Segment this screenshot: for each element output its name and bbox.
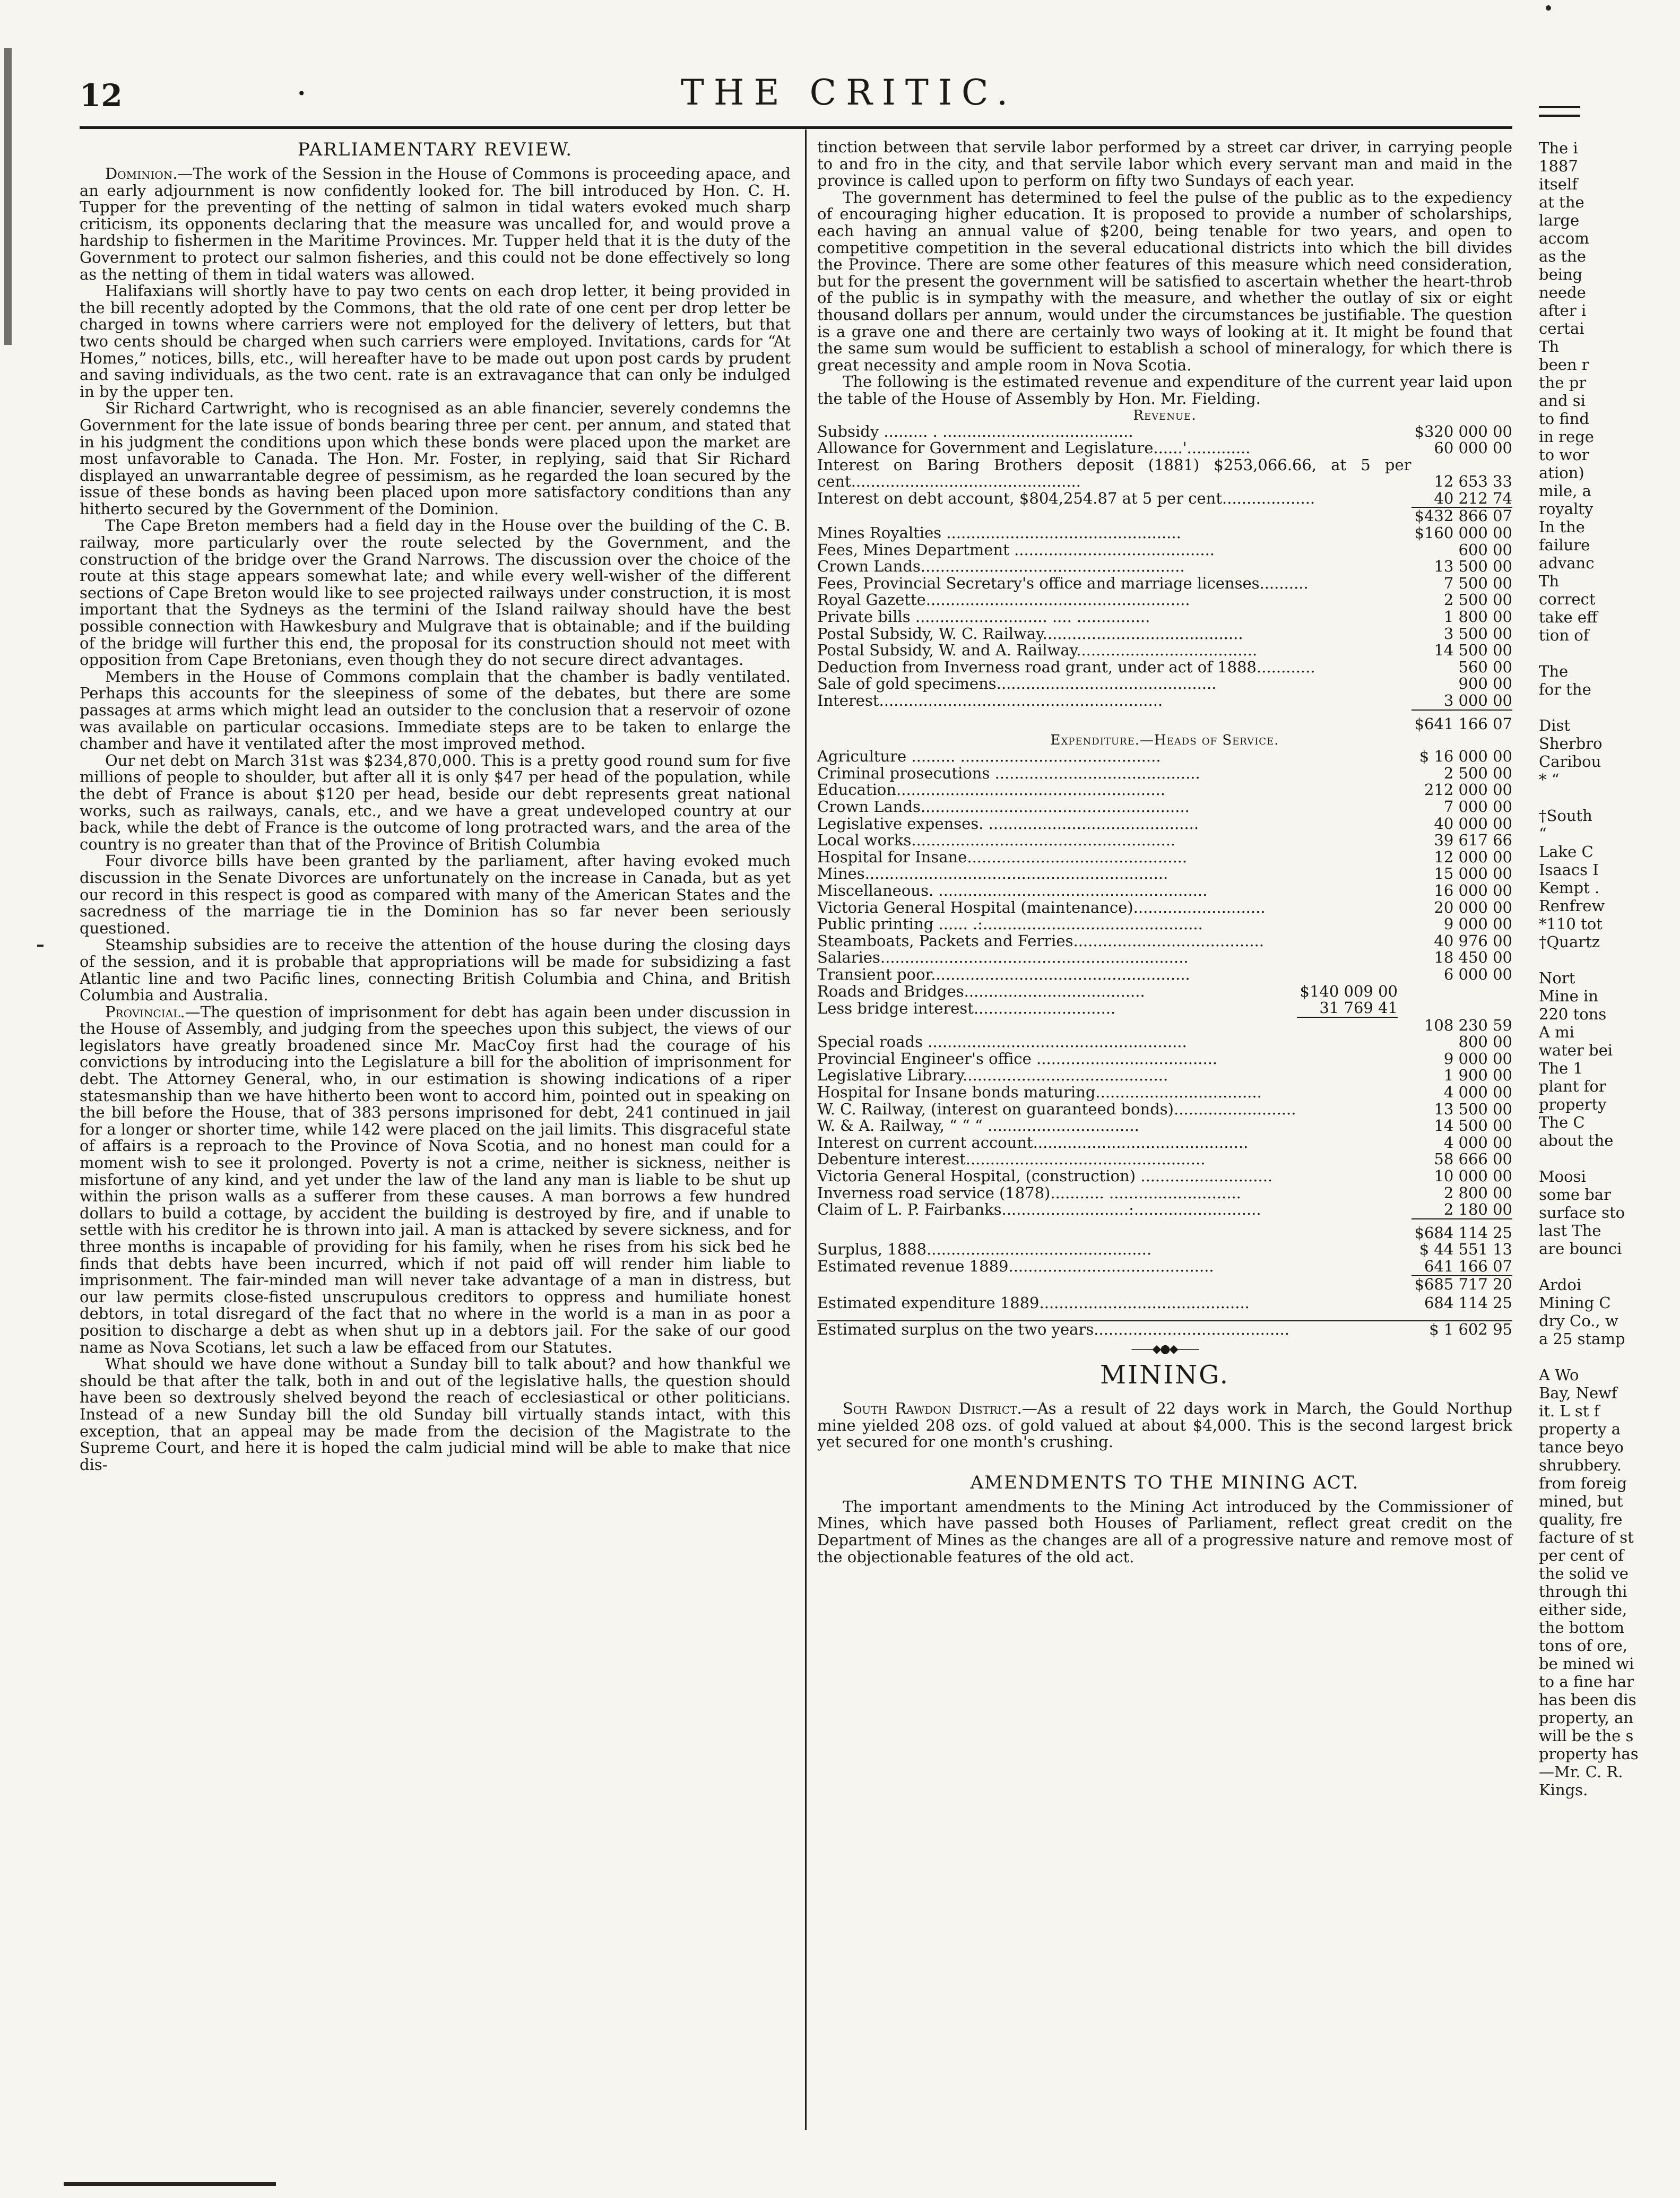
paragraph-text: Halifaxians will shortly have to pay two cents on each drop letter, it being provided in the bill recently adopted by the Commons, that the old rate of one cent per drop letter be charged in towns where carriers were not employed for the delivery of letters, but that two cents should be charged when such carriers were employed. Invitations, cards for “At Homes,” notices, bills, etc., will hereafter have to be made out upon post cards by prudent and saving individuals, as the two cent. rate is an extravagance that can only be indulged in by the upper ten.	[80, 282, 791, 401]
ledger-row	[817, 558, 1512, 575]
edge-line: correct	[1539, 590, 1596, 608]
ledger-label: Crown Lands......................................................	[817, 557, 1185, 576]
ledger-amount: 15 000 00	[1434, 864, 1512, 883]
edge-line: property, an	[1539, 1709, 1634, 1727]
edge-line: quality, fre	[1539, 1510, 1623, 1528]
ledger-amount: 9 000 00	[1443, 1049, 1512, 1068]
ledger-amount: 16 000 00	[1434, 881, 1512, 899]
revenue-table-a	[817, 423, 1512, 507]
ledger-row	[817, 748, 1512, 765]
ledger-label: Less bridge interest.............................	[817, 999, 1116, 1018]
ledger-row	[817, 949, 1512, 966]
ledger-label: Sale of gold specimens.............................................	[817, 674, 1217, 693]
ledger-amount: 684 114 25	[1424, 1294, 1512, 1312]
edge-line: 220 tons	[1539, 1005, 1607, 1023]
header-bullet: •	[297, 85, 306, 102]
ledger-label: Private bills ........................... .... ...............	[817, 608, 1150, 626]
ledger-amount: 40 212 74	[1434, 489, 1512, 507]
column-divider	[805, 129, 807, 2130]
ledger-amount: 13 500 00	[1434, 557, 1512, 576]
ledger-row	[817, 1258, 1512, 1275]
ledger-row	[817, 1101, 1512, 1118]
ledger-row	[817, 882, 1512, 899]
section-ornament: ——◆●◆——	[1131, 1343, 1199, 1356]
edge-line: Kings.	[1539, 1781, 1588, 1799]
ledger-row	[817, 1135, 1512, 1152]
ledger-amount: $ 1 602 95	[1426, 1321, 1512, 1338]
ledger-row	[817, 457, 1512, 490]
paragraph-text: The Cape Breton members had a field day in the House over the building of the C. B. railway, more particularly over the route selected by the Government, and the construction of the bridge over the Grand Narrows. The discussion over the choice of the route at this stage appears somewhat late; and while every well-wisher of the different sections of Cape Breton would like to see projected railways under construction, it is most important that the Sydneys as the termini of the Island railway should have the best possible connection with Hawkesbury and Mulgrave that is obtainable; and if the building of the bridge will further this end, the proposal for its construction should not meet with opposition from Cape Bretonians, even though they do not secure direct advantages.	[80, 516, 791, 669]
combined-total-value: $685 717 20	[1411, 1276, 1513, 1293]
edge-line: and si	[1539, 392, 1586, 410]
edge-line: through thi	[1539, 1582, 1627, 1600]
edge-line	[1539, 644, 1680, 662]
edge-line: Th	[1539, 338, 1560, 356]
ledger-amount: 14 500 00	[1434, 1117, 1512, 1135]
edge-line: either side,	[1539, 1600, 1627, 1619]
ledger-row	[817, 765, 1512, 782]
edge-line	[1539, 698, 1680, 716]
ledger-row	[817, 659, 1512, 676]
edge-line: * “	[1539, 771, 1560, 789]
edge-line: †South	[1539, 807, 1592, 825]
edge-line: property	[1539, 1095, 1607, 1113]
ledger-subamount: $140 009 00	[1300, 982, 1398, 1000]
expenditure-total-value: $684 114 25	[1411, 1219, 1513, 1242]
ledger-label: Interest on current account............................................	[817, 1133, 1249, 1152]
estimated-expenditure-row	[817, 1295, 1512, 1312]
page-number: 12	[80, 77, 123, 114]
edge-line: after i	[1539, 301, 1587, 319]
ledger-label: Victoria General Hospital (maintenance)...........................	[817, 898, 1266, 916]
edge-line: “	[1539, 825, 1547, 843]
edge-line: —Mr. C. R.	[1539, 1763, 1623, 1781]
edge-line: has been dis	[1539, 1691, 1636, 1709]
expenditure-table-b	[817, 1034, 1512, 1218]
edge-line: surface sto	[1539, 1204, 1625, 1222]
footer-rule	[64, 2182, 276, 2186]
edge-line: as the	[1539, 247, 1586, 265]
ledger-row	[817, 849, 1512, 866]
ledger-amount: 7 500 00	[1443, 574, 1512, 592]
ledger-label: Miscellaneous. .......................................................	[817, 881, 1208, 899]
ledger-label: Public printing ...... .:.............................................	[817, 915, 1203, 933]
expenditure-heading: Expenditure.—Heads of Service.	[1050, 732, 1279, 749]
ledger-label: Agriculture ......... .........................................	[817, 747, 1161, 766]
ledger-row	[817, 1168, 1512, 1185]
edge-line: The C	[1539, 1113, 1585, 1131]
paragraph-lead: Dominion.	[105, 165, 178, 183]
ledger-label: Mines..............................................................	[817, 864, 1168, 883]
edge-line: dry Co., w	[1539, 1312, 1618, 1330]
edge-line: Caribou	[1539, 752, 1601, 771]
mining-lead: South Rawdon District.	[843, 1399, 1022, 1417]
ledger-amount: 3 500 00	[1443, 624, 1512, 643]
ledger-row	[817, 490, 1512, 507]
ledger-row	[817, 916, 1512, 933]
edge-double-rule	[1539, 106, 1580, 108]
ledger-row	[817, 1151, 1512, 1168]
ledger-amount: 39 617 66	[1434, 831, 1512, 850]
article-paragraph	[80, 752, 791, 853]
ledger-label: W. C. Railway, (interest on guaranteed bonds).........................	[817, 1100, 1296, 1118]
mining-paragraph	[817, 1400, 1512, 1451]
edge-line: 1887	[1539, 157, 1578, 175]
paragraph-text: Members in the House of Commons complain that the chamber is badly ventilated. Perhaps this accounts for the sleepiness of some of the debates, but there are some passages at arms which might lead an outsider to the conclusion that a reservoir of ozone was available on particular occasions. Immediate steps are to be taken to enlarge the chamber and have it ventilated after the most improved method.	[80, 667, 791, 753]
ledger-label: Estimated revenue 1889..........................................	[817, 1257, 1214, 1275]
ledger-amount: $ 44 551 13	[1419, 1240, 1512, 1259]
ledger-amount: 2 800 00	[1443, 1183, 1512, 1202]
ledger-label: Interest on Baring Brothers deposit (1881) $253,066.66, at 5 per cent...............................................	[817, 455, 1411, 491]
ledger-amount: 4 000 00	[1443, 1133, 1512, 1152]
ledger-label: Postal Subsidy, W. C. Railway.........................................	[817, 624, 1243, 643]
ledger-row	[817, 1201, 1512, 1218]
ledger-subamount: 31 769 41	[1319, 999, 1398, 1017]
ledger-amount: 108 230 59	[1424, 1016, 1512, 1034]
revenue-total	[817, 709, 1512, 733]
ledger-row	[817, 440, 1512, 457]
masthead-rule	[80, 126, 1512, 129]
edge-line: facture of st	[1539, 1528, 1634, 1546]
edge-line: about the	[1539, 1131, 1614, 1149]
ledger-amount: 2 180 00	[1443, 1200, 1512, 1219]
ledger-label: Royal Gazette......................................................	[817, 591, 1190, 609]
ledger-row	[817, 799, 1512, 816]
edge-line: A Wo	[1539, 1366, 1579, 1384]
edge-line: Sherbro	[1539, 734, 1603, 752]
article-paragraph	[80, 1356, 791, 1473]
edge-line	[1539, 1149, 1680, 1167]
ledger-row	[817, 575, 1512, 592]
edge-line: Lake C	[1539, 843, 1594, 861]
edge-line: mined, but	[1539, 1492, 1623, 1510]
ledger-label: Deduction from Inverness road grant, under act of 1888............	[817, 657, 1315, 676]
edge-line: per cent of	[1539, 1546, 1624, 1564]
edge-line: Ardoi	[1539, 1276, 1582, 1294]
edge-line	[1539, 951, 1680, 969]
ledger-label: Surplus, 1888..............................................	[817, 1240, 1152, 1259]
right-column	[817, 139, 1512, 1565]
ledger-label: Hospital for Insane bonds maturing..................................	[817, 1083, 1262, 1102]
edge-line: to a fine har	[1539, 1673, 1634, 1691]
estimated-surplus-row	[817, 1320, 1512, 1338]
ledger-label: Legislative expenses. ...........................................	[817, 814, 1199, 833]
ledger-label: Salaries...............................................................	[817, 948, 1189, 967]
ledger-label: Postal Subsidy, W. and A. Railway.....................................	[817, 641, 1258, 660]
edge-line: Th	[1539, 572, 1560, 590]
edge-line: royalty	[1539, 500, 1594, 518]
ledger-row	[817, 1034, 1512, 1051]
combined-total	[817, 1275, 1512, 1293]
revenue-heading: Revenue.	[1133, 407, 1197, 423]
edge-line: be mined wi	[1539, 1655, 1634, 1673]
ledger-label: Hospital for Insane.............................................	[817, 847, 1188, 866]
edge-line: The i	[1539, 139, 1578, 157]
ledger-amount: 14 500 00	[1434, 641, 1512, 660]
edge-line: Bay, Newf	[1539, 1384, 1617, 1402]
edge-line: shrubbery.	[1539, 1456, 1622, 1474]
parliamentary-review-heading: PARLIAMENTARY REVIEW.	[297, 139, 573, 160]
article-paragraph	[80, 517, 791, 668]
left-column-paragraphs	[80, 166, 791, 1473]
edge-line: tons of ore,	[1539, 1637, 1628, 1655]
edge-line: The 1	[1539, 1059, 1583, 1077]
ledger-amount: 3 000 00	[1443, 691, 1512, 709]
edge-line: being	[1539, 265, 1583, 283]
ledger-label: Interest on debt account, $804,254.87 at 5 per cent...................	[817, 489, 1315, 507]
edge-line: in rege	[1539, 428, 1594, 446]
ledger-amount: 18 450 00	[1434, 948, 1512, 967]
ledger-amount: 40 000 00	[1434, 814, 1512, 833]
edge-line: plant for	[1539, 1077, 1606, 1095]
edge-line: tion of	[1539, 626, 1589, 644]
edge-line: The	[1539, 662, 1569, 680]
ledger-row	[817, 693, 1512, 709]
paragraph-lead: Provincial.	[105, 1002, 185, 1021]
ledger-label: Legislative Library..........................................	[817, 1066, 1168, 1085]
ledger-amount: 12 653 33	[1434, 472, 1512, 491]
ledger-label: Estimated surplus on the two years........................................	[817, 1321, 1426, 1338]
ledger-label: Victoria General Hospital, (construction) ...........................	[817, 1167, 1273, 1185]
edge-line: A mi	[1539, 1023, 1574, 1041]
ledger-row	[817, 423, 1512, 440]
ledger-amount: 6 000 00	[1443, 965, 1512, 983]
ledger-amount: 7 000 00	[1443, 797, 1512, 816]
masthead: THE CRITIC.	[680, 72, 1018, 113]
ledger-label: W. & A. Railway, “ “ “ ...............................	[817, 1117, 1139, 1135]
edge-line: neede	[1539, 283, 1586, 301]
edge-line: Mining C	[1539, 1294, 1611, 1312]
article-paragraph: The government has determined to feel the pulse of the public as to the expediency of encouraging higher education. It is proposed to provide a number of scholarships, each having an annual value of $200, being tenable for two years, and open to competitive competition in the several educational districts into which the bill divides the Province. There are some other features of this measure which need consideration, but for the present the government will be satisfied to ascertain whether the heart-throb of the public is in sympathy with the measure, and whether the outlay of six or eight thousand dollars per annum, would under the circumstances be justifiable. The question is a grave one and there are certainly two ways of looking at it. It might be found that the same sum would be sufficient to establish a school of mineralogy, for which there is great necessity and ample room in Nova Scotia.	[817, 188, 1512, 374]
ledger-label: Mines Royalties ................................................	[817, 524, 1181, 542]
edge-line: to wor	[1539, 446, 1589, 464]
edge-line	[1539, 789, 1680, 807]
ledger-amount: 10 000 00	[1434, 1167, 1512, 1185]
ledger-row	[817, 816, 1512, 833]
revenue-total-value: $641 166 07	[1411, 710, 1513, 733]
scan-speck	[37, 945, 44, 947]
edge-line: property has	[1539, 1745, 1639, 1763]
ledger-label: Interest..........................................................	[817, 691, 1163, 709]
revenue-subtotal-value: $432 866 07	[1411, 507, 1513, 525]
ledger-row	[817, 866, 1512, 882]
expenditure-table-a	[817, 748, 1512, 983]
left-column	[80, 139, 791, 1473]
ledger-row	[817, 609, 1512, 626]
edge-line: In the	[1539, 518, 1585, 536]
ledger-label: Steamboats, Packets and Ferries.......................................	[817, 931, 1264, 950]
ledger-label: Transient poor.....................................................	[817, 965, 1190, 983]
edge-line: from foreig	[1539, 1474, 1627, 1492]
ledger-row	[817, 832, 1512, 849]
ledger-amount: 560 00	[1458, 657, 1512, 676]
edge-line: Isaacs I	[1539, 861, 1599, 879]
article-paragraph	[80, 166, 791, 283]
ledger-amount: $160 000 00	[1414, 524, 1512, 542]
edge-line: itself	[1539, 175, 1578, 193]
ledger-label: Inverness road service (1878)........... ...........................	[817, 1183, 1241, 1202]
ledger-row	[817, 642, 1512, 659]
ledger-row	[817, 542, 1512, 559]
ledger-amount: 800 00	[1458, 1033, 1512, 1051]
paragraph-text: What should we have done without a Sunday bill to talk about? and how thankful we should be that after the talk, both in and out of the legislative halls, the question should have been so dextrously shelved beyond the reach of ecclesiastical or other politicians. Instead of a new Sunday bill the old Sunday bill virtually stands intact, with this exception, that an appeal may be made from the decision of the Magistrate to the Supreme Court, and here it is hoped the calm judicial mind will be able to make that nice dis-	[80, 1355, 791, 1474]
ledger-label: Roads and Bridges.....................................	[817, 982, 1145, 1000]
ledger-row	[817, 1051, 1512, 1068]
edge-line: *110 tot	[1539, 915, 1603, 933]
scan-speck	[1546, 5, 1551, 11]
ledger-label: Education.......................................................	[817, 781, 1166, 799]
ledger-amount: 1 800 00	[1443, 608, 1512, 626]
ledger-amount: 212 000 00	[1424, 781, 1512, 799]
binding-edge-mark	[4, 48, 12, 345]
ledger-row	[817, 1241, 1512, 1258]
ledger-amount: 9 000 00	[1443, 915, 1512, 933]
amendments-heading: AMENDMENTS TO THE MINING ACT.	[970, 1472, 1359, 1493]
revenue-table-b	[817, 525, 1512, 709]
edge-double-rule	[1539, 115, 1580, 117]
ledger-row	[817, 626, 1512, 643]
article-paragraph	[80, 283, 791, 400]
edge-line: some bar	[1539, 1185, 1611, 1204]
ledger-row	[817, 782, 1512, 799]
paragraph-text: Sir Richard Cartwright, who is recognised as an able financier, severely condemns the Government for the late issue of bonds bearing three per cent. per annum, and stated that in his judgment the conditions upon which these bonds were placed upon the market are most unfavorable to Canada. The Hon. Mr. Foster, in replying, said that Sir Richard displayed an unwarrantable degree of pessimism, as he regarded the loan secured by the issue of these bonds as having been placed upon more satisfactory conditions than any hitherto secured by the Government of the Dominion.	[80, 399, 791, 518]
ledger-amount: $320 000 00	[1414, 422, 1512, 440]
ledger-label: Claim of L. P. Fairbanks..........................:..........................	[817, 1200, 1261, 1219]
ledger-row	[817, 1084, 1512, 1101]
paragraph-text: Four divorce bills have been granted by the parliament, after having evoked much discussion in the Senate Divorces are unfortunately on the increase in Canada, but as yet our record in this respect is good as compared with many of the American States and the sacredness of the marriage tie in the Dominion has so far never been seriously questioned.	[80, 852, 791, 937]
cropped-edge-column	[1539, 139, 1680, 2156]
edge-line: the pr	[1539, 374, 1587, 392]
ledger-label: Estimated expenditure 1889...........................................	[817, 1294, 1250, 1312]
edge-line: at the	[1539, 193, 1584, 211]
edge-line	[1539, 1348, 1680, 1366]
ledger-amount: 20 000 00	[1434, 898, 1512, 916]
paragraph-text: Our net debt on March 31st was $234,870,000. This is a pretty good round sum for five millions of people to shoulder, but after all it is only $47 per head of the population, while the debt of France is about $120 per head, beside our debt represents great national works, such as railways, canals, etc., and we have a great undeveloped country at our back, while the debt of France is the outcome of long protracted wars, and the area of the country is no greater than that of the Province of British Columbia	[80, 751, 791, 853]
ledger-amount: $ 16 000 00	[1419, 747, 1512, 766]
edge-line: Kempt .	[1539, 879, 1600, 897]
ledger-amount: 1 900 00	[1443, 1066, 1512, 1085]
mining-heading: MINING.	[1100, 1360, 1229, 1390]
edge-line: take eff	[1539, 608, 1598, 626]
amendments-paragraph: The important amendments to the Mining Act introduced by the Commissioner of Mines, which have passed both Houses of Parliament, reflect great credit on the Department of Mines as the changes are all of a progressive nature and remove most of the objectionable features of the old act.	[817, 1497, 1512, 1566]
edge-line: for the	[1539, 680, 1591, 698]
right-column-intro	[817, 139, 1512, 408]
roads-and-bridges-block	[817, 983, 1512, 1034]
edge-line: ation)	[1539, 464, 1584, 482]
edge-line: †Quartz	[1539, 933, 1600, 951]
edge-line: water bei	[1539, 1041, 1613, 1059]
edge-line: the solid ve	[1539, 1564, 1629, 1582]
article-paragraph	[80, 853, 791, 937]
ledger-label: Special roads .....................................................	[817, 1033, 1187, 1051]
ledger-amount: 12 000 00	[1434, 847, 1512, 866]
ledger-label: Subsidy ......... . .......................................	[817, 422, 1133, 440]
edge-line: will be the s	[1539, 1727, 1634, 1745]
paragraph-text: Steamship subsidies are to receive the attention of the house during the closing days of the session, and it is probable that appropriations will be made for subsidizing a fast Atlantic line and two Pacific lines, connecting British Columbia and China, and British Columbia and Australia.	[80, 936, 791, 1005]
ledger-amount: 641 166 07	[1424, 1257, 1512, 1275]
ledger-label: Criminal prosecutions ..........................................	[817, 764, 1200, 782]
ledger-row	[817, 525, 1512, 542]
edge-line: a 25 stamp	[1539, 1330, 1625, 1348]
edge-line: Nort	[1539, 969, 1575, 987]
article-paragraph	[80, 669, 791, 752]
ledger-label: Fees, Mines Department .........................................	[817, 540, 1215, 559]
article-paragraph: tinction between that servile labor performed by a street car driver, in carrying people to and fro in the city, and that servile labor which every servant man and maid in the province is called upon to perform on fifty two Sundays of each year.	[817, 138, 1512, 190]
edge-line: mile, a	[1539, 482, 1591, 500]
article-paragraph	[80, 1004, 791, 1356]
edge-line: last The	[1539, 1222, 1601, 1240]
paragraph-text: —The work of the Session in the House of Commons is proceeding apace, and an early adjournment is now confidently looked for. The bill introduced by Hon. C. H. Tupper for the preventing of the netting of salmon in tidal waters evoked much sharp criticism, its opponents declaring that the measure was uncalled for, and would prove a hardship to fishermen in the Maritime Provinces. Mr. Tupper held that it is the duty of the Government to protect our salmon fisheries, and this could not be done effectively so long as the netting of them in tidal waters was allowed.	[80, 165, 791, 283]
article-paragraph	[80, 937, 791, 1003]
paragraph-text: —The question of imprisonment for debt has again been under discussion in the House of Assembly, and judging from the speeches upon this subject, the views of our legislators have greatly broadened since Mr. MacCoy first had the courage of his convictions by introducing into the Legislature a bill for the abolition of imprisonment for debt. The Attorney General, who, in our estimation is showing indications of a riper statesmanship than we have hitherto been wont to accord him, pointed out in speaking on the bill before the House, that of 383 persons imprisoned for debt, 241 continued in jail for a longer or shorter time, while 142 were placed on the jail limits. This disgraceful state of affairs is a reproach to the Province of Nova Scotia, and no honest man could for a moment wish to see it prolonged. Poverty is not a crime, neither is sickness, neither is misfortune of any kind, and yet under the law of the land any man is liable to be shut up within the prison walls as a sufferer from these causes. A man borrows a few hundred dollars to build a cottage, by accident the building is destroyed by fire, and if unable to settle with his creditor he is thrown into jail. A man is attacked by severe sickness, and for three months is incapable of providing for his family, when he rises from his sick bed he finds that debts have been incurred, which if not paid off will render him liable to imprisonment. The fair-minded man will never take advantage of a man in distress, but our law permits close-fisted unscrupulous creditors to oppress and humiliate honest debtors, in total disregard of the fact that no where in the world is a man in as poor a position to discharge a debt as when shut up in a debtors jail. For the sake of our good name as Nova Scotians, let such a law be effaced from our Statutes.	[80, 1002, 791, 1356]
edge-line: Moosi	[1539, 1167, 1586, 1185]
ledger-amount: 2 500 00	[1443, 591, 1512, 609]
edge-line: are bounci	[1539, 1240, 1622, 1258]
edge-line: accom	[1539, 229, 1589, 247]
surplus-table	[817, 1241, 1512, 1275]
ledger-row	[817, 592, 1512, 609]
edge-line: large	[1539, 211, 1580, 229]
ledger-amount: 58 666 00	[1434, 1150, 1512, 1169]
ledger-amount: 2 500 00	[1443, 764, 1512, 782]
edge-line: tance beyo	[1539, 1438, 1624, 1456]
edge-line: Renfrew	[1539, 897, 1605, 915]
ledger-label: Fees, Provincial Secretary's office and marriage licenses..........	[817, 574, 1309, 592]
ledger-amount: 900 00	[1458, 674, 1512, 693]
edge-line: certai	[1539, 319, 1584, 338]
ledger-row	[817, 1118, 1512, 1135]
ledger-row	[817, 1067, 1512, 1084]
article-paragraph	[80, 400, 791, 517]
ledger-amount: 40 976 00	[1434, 931, 1512, 950]
expenditure-total	[817, 1218, 1512, 1242]
edge-line: Mine in	[1539, 987, 1598, 1005]
ledger-row	[817, 1185, 1512, 1202]
edge-line: the bottom	[1539, 1619, 1625, 1637]
edge-line: been r	[1539, 356, 1589, 374]
ledger-amount: 13 500 00	[1434, 1100, 1512, 1118]
edge-line: to find	[1539, 410, 1589, 428]
ledger-label: Debenture interest.................................................	[817, 1150, 1206, 1169]
ledger-row	[817, 676, 1512, 693]
edge-line: property a	[1539, 1420, 1621, 1438]
edge-line: Dist	[1539, 716, 1571, 734]
edge-line	[1539, 1258, 1680, 1276]
edge-line: it. L st f	[1539, 1402, 1600, 1420]
ledger-label: Provincial Engineer's office .....................................	[817, 1049, 1218, 1068]
ledger-label: Local works......................................................	[817, 831, 1176, 850]
ledger-label: Crown Lands.......................................................	[817, 797, 1190, 816]
ledger-label: Allowance for Government and Legislature......'.............	[817, 439, 1251, 457]
ledger-amount: 60 000 00	[1434, 439, 1512, 457]
revenue-subtotal	[817, 507, 1512, 525]
ledger-amount: 600 00	[1458, 540, 1512, 559]
ledger-row	[817, 966, 1512, 983]
ledger-row	[817, 899, 1512, 916]
ledger-row	[817, 933, 1512, 950]
edge-line: advanc	[1539, 554, 1595, 572]
article-paragraph: The following is the estimated revenue and expenditure of the current year laid upon the table of the House of Assembly by Hon. Mr. Fielding.	[817, 373, 1512, 408]
edge-line: failure	[1539, 536, 1590, 554]
mining-text: —As a result of 22 days work in March, the Gould Northup mine yielded 208 ozs. of gold valued at about $4,000. This is the second largest brick yet secured for one month's crushing.	[817, 1399, 1512, 1451]
ledger-amount: 4 000 00	[1443, 1083, 1512, 1102]
